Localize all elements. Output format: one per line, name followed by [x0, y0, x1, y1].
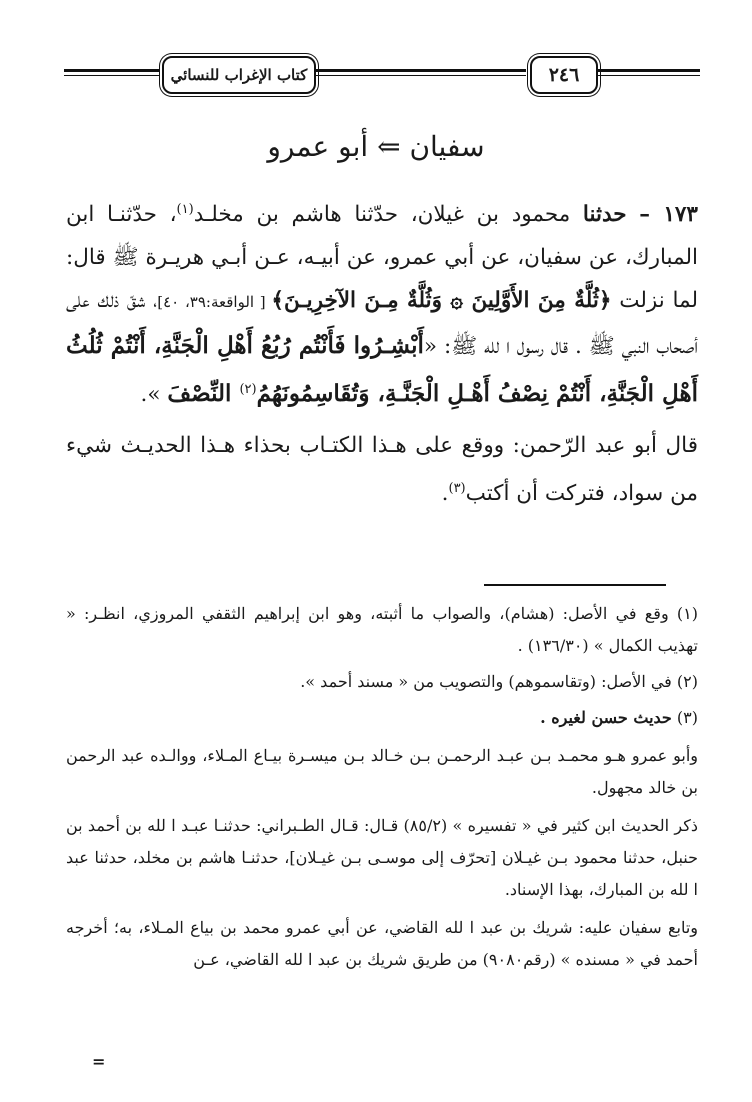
header-rule-right [598, 69, 700, 76]
header-rule-middle [316, 69, 526, 76]
quran-reference: [ الواقعة:٣٩، ٤٠] [157, 293, 272, 312]
book-title: كتاب الإغراب للنسائي [170, 66, 308, 84]
continuation-mark: = [92, 1052, 106, 1071]
footnote-3-number: (٣) [671, 708, 698, 727]
quran-verse: ﴿ثُلَّةٌ مِنَ الأَوَّلِينَ ۞ وَثُلَّةٌ مِـنَ الآخِرِيـنَ﴾ [271, 288, 612, 314]
hadith-matn-end: النِّصْفَ [167, 380, 240, 408]
author-remark [66, 424, 698, 515]
chapter-title: سفيان ⇐ أبو عمرو [267, 130, 485, 163]
footnote-2: (٢) في الأصل: (وتقاسموهم) والتصويب من « مسند أحمد ». [300, 672, 698, 691]
page-number: ٢٤٦ [548, 64, 580, 86]
footnote-ref-1: (١) [176, 202, 194, 217]
footnote-commentary-2: ذكر الحديث ابن كثير في « تفسيره » (٨٥/٢) قـال: قـال الطـبراني: حدثنـا عبـد ا لله بن أحمد بن حنبل، حدثنا محمود بـن غيـلان [تحرّف إلى موسـى بـن غيـلان]، حدثنـا هاشم بن مخلد، حدثنا عبد ا لله بن المبارك، بهذا الإسناد. [66, 816, 698, 899]
footnote-ref-2: (٢) [239, 382, 257, 398]
running-header [64, 56, 700, 96]
footnote-3-grade: حديث حسن لغيره . [540, 708, 672, 727]
remark-end: . [441, 481, 449, 507]
matn-close: ». [140, 382, 168, 408]
hadith-number: ١٧٣ – [639, 202, 698, 228]
footnote-commentary-1: وأبو عمرو هـو محمـد بـن عبـد الرحمـن بـن خـالد بـن ميسـرة بيـاع المـلاء، ووالـده عبد الرحمن بن خالد مجهول. [66, 746, 698, 797]
footnote-commentary-3: وتابع سفيان عليه: شريك بن عبد ا لله القاضي، عن أبي عمرو محمد بن بياع المـلاء، به؛ أخرجه أحمد في « مسنده » (رقم٩٠٨٠) من طريق شريك بن عبد ا لله القاضي، عـن [66, 918, 698, 969]
footnote-3 [66, 702, 698, 734]
hadith-matn: أَبْشِـرُوا فَأَنْتُم رُبُعُ أَهْلِ الْجَنَّةِ، أَنْتُمْ ثُلُثُ أَهْلِ الْجَنَّةِ، أَنْتُمْ نِصْفُ أَهْـلِ الْجَنَّـةِ، وَتُقَاسِمُونَهُمُ [66, 332, 698, 408]
footnotes [66, 598, 698, 980]
isnad-part-1: محمود بن غيلان، حدّثنا هاشم بن مخلـد [193, 202, 583, 228]
footnote-ref-3: (٣) [448, 481, 466, 497]
footnote-1: (١) وقع في الأصل: (هشام)، والصواب ما أثبته، وهو ابن إبراهيم الثقفي المروزي، انظـر: « تهذيب الكمال » (١٣٦/٣٠) . [66, 604, 698, 655]
haddathana-word: حدثنا [582, 202, 627, 228]
remark-text: قال أبو عبد الرّحمن: ووقع على هـذا الكتـاب بحذاء هـذا الحديـث شيء من سواد، فتركت أن أكتب [66, 433, 698, 507]
hadith-text [66, 188, 698, 515]
header-rule-left [64, 69, 160, 76]
page-number-box [530, 56, 598, 94]
book-title-box [162, 56, 316, 94]
hadith-paragraph [66, 188, 698, 416]
isnad-part-2: ، حدّثنـا ابن المبارك، عن سفيان، عن أبي عمرو، عن أبيـه، عـن أبـي هريـرة ﷺ قال: لما نزلت [66, 202, 699, 314]
footnote-separator [484, 584, 666, 586]
isnad-part-3: ، شقّ ذلك على أصحاب النبي ﷺ . قال رسول ا لله ﷺ: « [66, 288, 698, 360]
